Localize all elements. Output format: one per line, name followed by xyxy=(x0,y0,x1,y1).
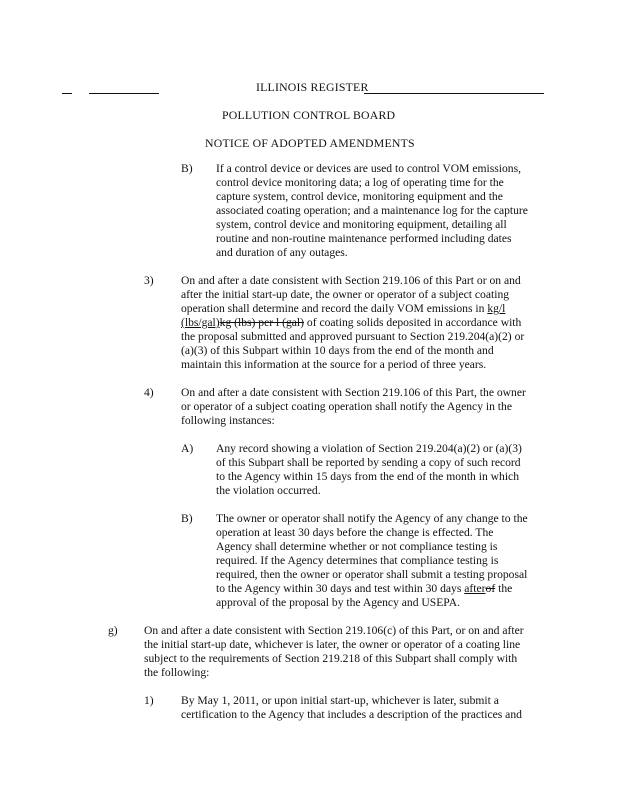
item-3-line: the proposal submitted and approved pursuant to Section 219.204(a)(2) or xyxy=(181,330,525,343)
item-g-label: g) xyxy=(108,624,118,637)
item-B2-line6-end: the xyxy=(495,582,513,595)
item-3-line: after the initial start-up date, the owner or operator of a subject coating xyxy=(181,288,510,301)
header-left-dash-1 xyxy=(62,93,72,94)
item-B1-line: control device monitoring data; a log of operating time for the xyxy=(216,176,504,189)
item-B2-line: The owner or operator shall notify the Agency of any change to the xyxy=(216,512,528,525)
item-B2-line xyxy=(216,582,512,596)
item-B2-label: B) xyxy=(181,512,193,525)
inserted-text: (lbs/gal) xyxy=(181,316,220,329)
deleted-text: of xyxy=(485,582,496,595)
item-A-line: of this Subpart shall be reported by sending a copy of such record xyxy=(216,456,521,469)
item-3-line: On and after a date consistent with Section 219.106 of this Part or on and xyxy=(181,274,521,287)
header-right-rule xyxy=(364,93,544,94)
item-A-line: the violation occurred. xyxy=(216,484,321,497)
item-3-label: 3) xyxy=(144,274,154,287)
notice-title: NOTICE OF ADOPTED AMENDMENTS xyxy=(205,136,415,150)
board-title: POLLUTION CONTROL BOARD xyxy=(222,108,396,122)
inserted-text: kg/l xyxy=(487,302,506,315)
item-B1-line: routine and non-routine maintenance performed including dates xyxy=(216,232,512,245)
inserted-text: after xyxy=(464,582,486,595)
item-1-line: By May 1, 2011, or upon initial start-up, whichever is later, submit a xyxy=(181,694,499,707)
item-B1-line: system, control device and monitoring equipment, detailing all xyxy=(216,218,507,231)
register-title: ILLINOIS REGISTER xyxy=(256,80,369,94)
item-4-label: 4) xyxy=(144,386,154,399)
item-A-line: to the Agency within 15 days from the end of the month in which xyxy=(216,470,519,483)
item-A-label: A) xyxy=(181,442,194,455)
item-1-line: certification to the Agency that includes a description of the practices and xyxy=(181,708,522,721)
item-B1-line: associated coating operation; and a maintenance log for the capture xyxy=(216,204,528,217)
item-4-line: following instances: xyxy=(181,414,275,427)
item-B1-line: capture system, control device, monitoring equipment and the xyxy=(216,190,503,203)
item-g-line: the initial start-up date, whichever is later, the owner or operator of a coating line xyxy=(144,638,521,651)
item-B1-line: and duration of any outages. xyxy=(216,246,348,259)
deleted-text: kg (lbs) per l (gal) xyxy=(219,316,304,329)
item-4-line: On and after a date consistent with Section 219.106 of this Part, the owner xyxy=(181,386,526,399)
item-3-line4-text: of coating solids deposited in accordance with xyxy=(304,316,522,329)
item-B1-line: If a control device or devices are used to control VOM emissions, xyxy=(216,162,522,175)
item-B2-line: required, then the owner or operator shall submit a testing proposal xyxy=(216,568,528,581)
item-B2-line: Agency shall determine whether or not compliance testing is xyxy=(216,540,498,553)
item-g-line: the following: xyxy=(144,666,210,679)
item-B1-label: B) xyxy=(181,162,193,175)
item-3-line: (a)(3) of this Subpart within 10 days from the end of the month and xyxy=(181,344,494,357)
header-left-dash-2 xyxy=(89,93,159,94)
item-3-line: maintain this information at the source for a period of three years. xyxy=(181,358,487,371)
item-B2-line: operation at least 30 days before the change is effected. The xyxy=(216,526,494,539)
item-4-line: or operator of a subject coating operation shall notify the Agency in the xyxy=(181,400,512,413)
item-A-line: Any record showing a violation of Section 219.204(a)(2) or (a)(3) xyxy=(216,442,522,455)
item-g-line: subject to the requirements of Section 219.218 of this Subpart shall comply with xyxy=(144,652,518,665)
item-B2-line: approval of the proposal by the Agency and USEPA. xyxy=(216,596,460,609)
item-B2-line: required. If the Agency determines that compliance testing is xyxy=(216,554,499,567)
item-3-line xyxy=(181,316,521,330)
item-3-line xyxy=(181,302,505,316)
item-B2-line6-text: to the Agency within 30 days and test within 30 days xyxy=(216,582,465,595)
item-1-label: 1) xyxy=(144,694,154,707)
item-g-line: On and after a date consistent with Section 219.106(c) of this Part, or on and after xyxy=(144,624,524,637)
item-3-line3-text: operation shall determine and record the daily VOM emissions in xyxy=(181,302,485,315)
